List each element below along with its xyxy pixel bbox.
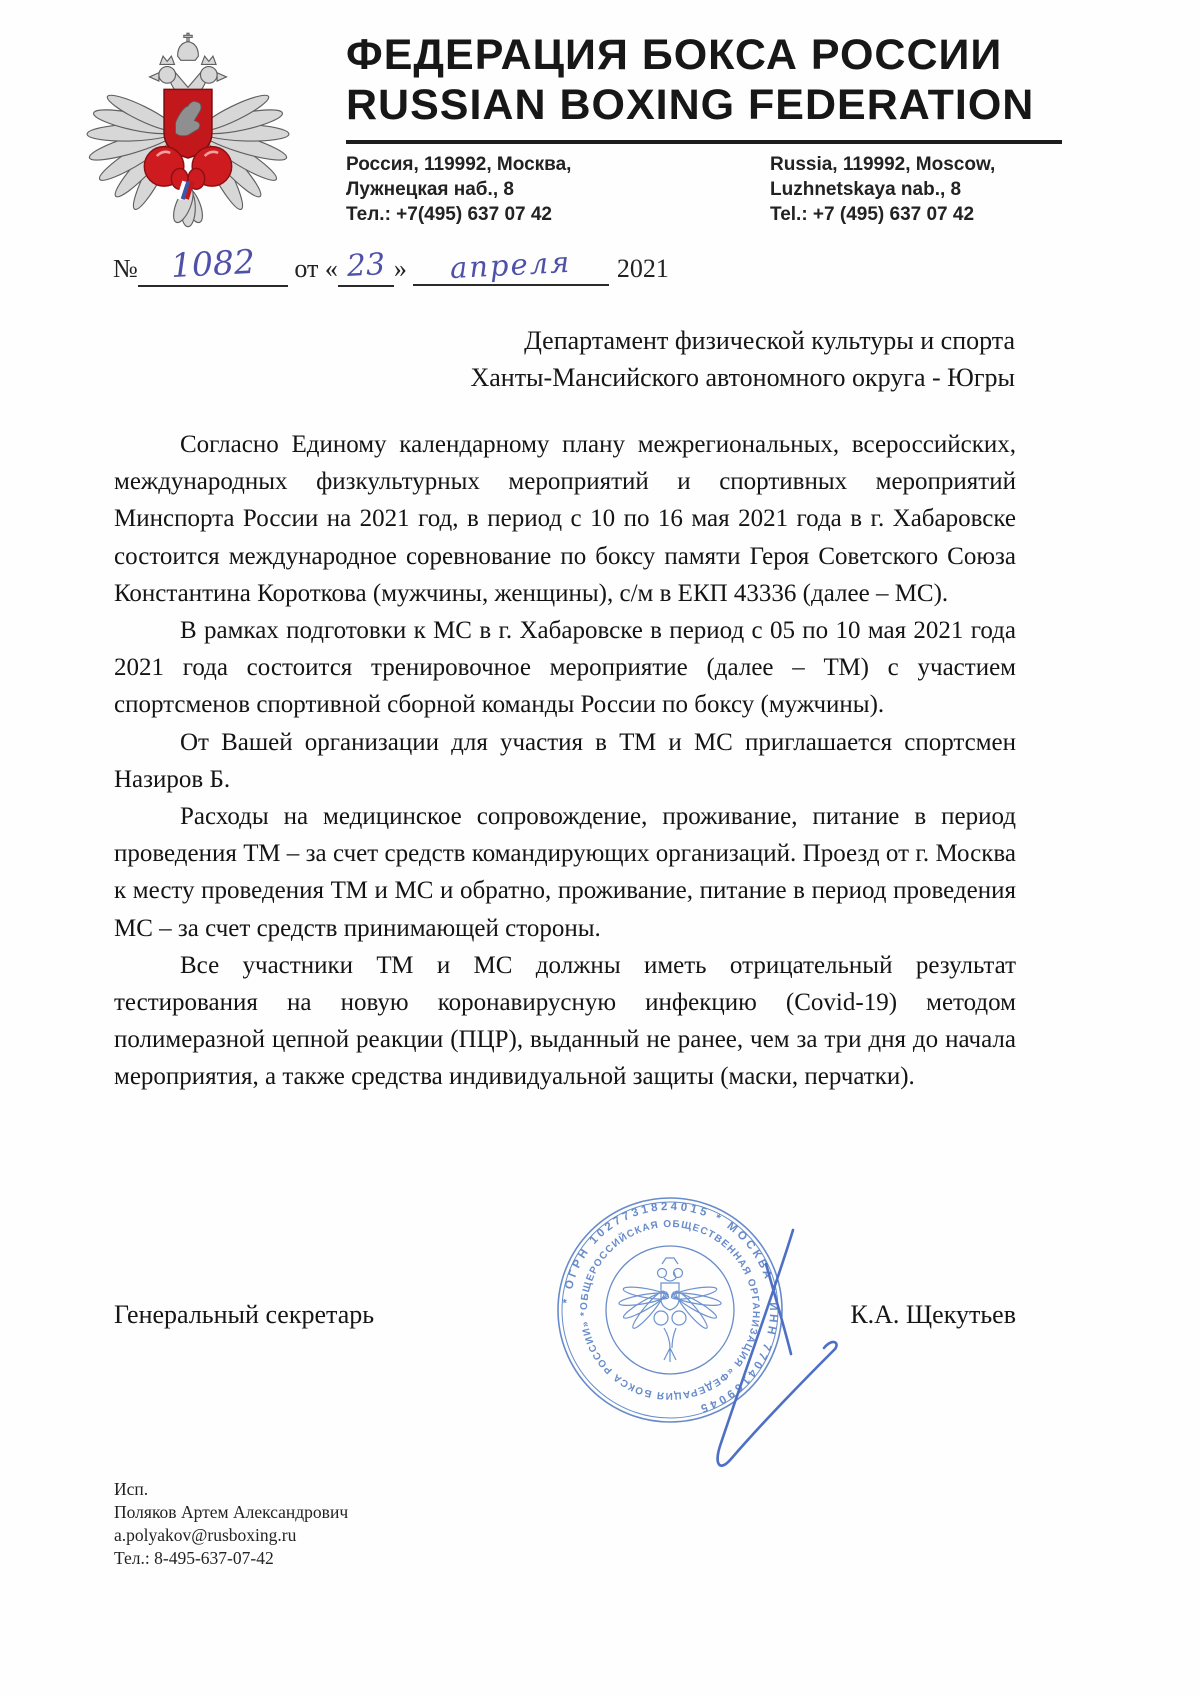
executor-block — [114, 1478, 348, 1570]
address-block — [346, 152, 1062, 227]
org-title-ru: ФЕДЕРАЦИЯ БОКСА РОССИИ — [346, 31, 1003, 79]
signer-name: К.А. Щекутьев — [850, 1300, 1016, 1329]
doc-day-handwritten: 23 — [345, 247, 386, 284]
doc-year: 2021 — [616, 254, 669, 283]
executor-label: Исп. — [114, 1479, 149, 1499]
executor-phone: Тел.: 8-495-637-07-42 — [114, 1548, 274, 1568]
address-en-line1: Russia, 119992, Moscow, — [770, 154, 996, 175]
right-crown — [202, 56, 217, 64]
eagle-right-head — [200, 67, 217, 84]
reference-line — [113, 241, 1013, 287]
stamp-ring-inner-text: ОБЩЕРОССИЙСКАЯ ОБЩЕСТВЕННАЯ ОРГАНИЗАЦИЯ «ФЕДЕРАЦИЯ БОКСА РОССИИ» * — [578, 1218, 762, 1402]
stamp-eagle — [618, 1258, 722, 1362]
body-paragraph: Все участники ТМ и МС должны иметь отрицательный результат тестирования на новую коронавирусную инфекцию (Covid-19) методом полимеразной цепной реакции (ПЦР), выданный не ранее, чем за три дня до начала мероприятия, а также средства индивидуальной защиты (маски, перчатки). — [114, 951, 1016, 1091]
letterhead — [346, 30, 1066, 227]
federation-emblem-logo — [84, 26, 292, 236]
pen-signature — [718, 1230, 837, 1466]
svg-text:* ОГРН 1027731824015 * МОСКВА — [561, 1201, 779, 1415]
number-label: № — [113, 254, 138, 283]
eagle-right-beak — [217, 73, 226, 81]
left-crown — [160, 56, 175, 64]
from-label: от « — [294, 254, 338, 283]
addressee-block — [470, 322, 1015, 396]
address-ru-line1: Россия, 119992, Москва, — [346, 154, 572, 175]
executor-name: Поляков Артем Александрович — [114, 1502, 349, 1522]
letter-body — [114, 426, 1016, 1096]
body-paragraph: Расходы на медицинское сопровождение, проживание, питание в период проведения ТМ – за счет средств командирующих организаций. Проезд от г. Москва к месту проведения ТМ и МС и обратно, проживание, питание в период проведения МС – за счет средств принимающей стороны. — [114, 803, 1016, 942]
quote-close: » — [393, 254, 407, 283]
address-en-line2: Luzhnetskaya nab., 8 — [770, 179, 962, 200]
eagle-left-head — [159, 67, 176, 84]
address-en — [770, 152, 1062, 227]
executor-email: a.polyakov@rusboxing.ru — [114, 1525, 297, 1545]
address-ru — [346, 152, 770, 227]
body-paragraph: Согласно Единому календарному плану межрегиональных, всероссийских, международных физкультурных мероприятий и спортивных мероприятий Минспорта России на 2021 год, в период с 10 по 16 мая 2021 года в г. Хабаровске состоится международное соревнование по боксу памяти Героя Советского Союза Константина Короткова (мужчины, женщины), с/м в ЕКП 43336 (далее – МС). — [114, 431, 1016, 607]
eagle-left-beak — [150, 73, 159, 81]
addressee-line2: Ханты-Мансийского автономного округа - Югры — [470, 363, 1015, 392]
crown-cross-bar — [184, 35, 192, 37]
doc-number-handwritten: 1082 — [169, 241, 256, 286]
body-paragraph: От Вашей организации для участия в ТМ и МС приглашается спортсмен Назиров Б. — [114, 728, 1016, 793]
address-ru-line3: Тел.: +7(495) 637 07 42 — [346, 204, 553, 225]
stamp-ring-outer-text: * ОГРН 1027731824015 * МОСКВА * ИНН 7704169045 — [561, 1200, 780, 1415]
org-title-en: RUSSIAN BOXING FEDERATION — [346, 81, 1035, 129]
signer-title: Генеральный секретарь — [114, 1300, 375, 1329]
address-en-line3: Tel.: +7 (495) 637 07 42 — [770, 204, 975, 225]
addressee-line1: Департамент физической культуры и спорта — [524, 326, 1015, 355]
body-paragraph: В рамках подготовки к МС в г. Хабаровске в период с 05 по 10 мая 2021 года 2021 года состоится тренировочное мероприятие (далее – ТМ) с участием спортсменов спортивной сборной команды России по боксу (мужчины). — [114, 617, 1016, 719]
header-divider — [346, 140, 1062, 144]
address-ru-line2: Лужнецкая наб., 8 — [346, 179, 514, 200]
doc-month-handwritten: апреля — [449, 244, 573, 286]
organization-stamp — [528, 1168, 868, 1488]
central-crown — [178, 42, 199, 61]
